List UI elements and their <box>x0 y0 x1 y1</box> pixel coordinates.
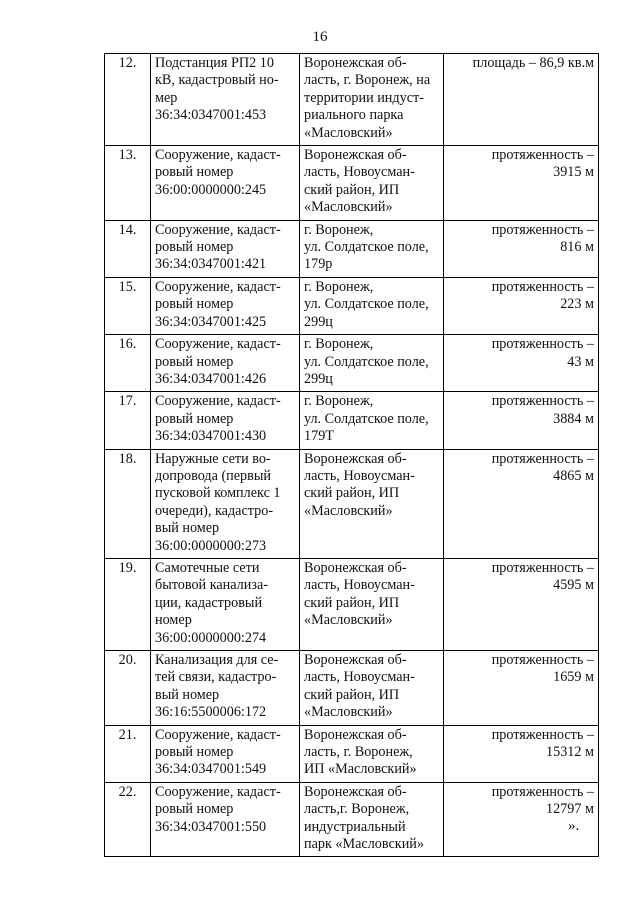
property-table-body <box>105 54 599 857</box>
property-table <box>104 53 599 857</box>
table-row <box>105 725 599 782</box>
row-number: 17. <box>105 392 151 449</box>
object-size: протяженность – 223 м <box>444 277 599 334</box>
object-name: Самотечные сети бытовой канализа- ции, кадастровый номер 36:00:0000000:274 <box>151 558 300 650</box>
table-row <box>105 335 599 392</box>
page-number: 16 <box>312 29 328 45</box>
table-row <box>105 146 599 221</box>
table-row <box>105 782 599 857</box>
object-size: протяженность – 3884 м <box>444 392 599 449</box>
table-row <box>105 651 599 726</box>
object-location: г. Воронеж, ул. Солдатское поле, 179Т <box>300 392 444 449</box>
table-row <box>105 277 599 334</box>
row-number: 13. <box>105 146 151 221</box>
object-size: протяженность – 4865 м <box>444 449 599 558</box>
object-location: Воронежская об- ласть, Новоусман- ский район, ИП «Масловский» <box>300 651 444 726</box>
object-location: Воронежская об- ласть, Новоусман- ский район, ИП «Масловский» <box>300 449 444 558</box>
row-number: 22. <box>105 782 151 857</box>
table-row <box>105 392 599 449</box>
row-number: 21. <box>105 725 151 782</box>
object-name: Канализация для се- тей связи, кадастро- вый номер 36:16:5500006:172 <box>151 651 300 726</box>
object-location: Воронежская об- ласть, г. Воронеж, ИП «Масловский» <box>300 725 444 782</box>
object-name: Сооружение, кадаст- ровый номер 36:34:0347001:550 <box>151 782 300 857</box>
object-size: протяженность – 1659 м <box>444 651 599 726</box>
object-name: Наружные сети во- допровода (первый пусковой комплекс 1 очереди), кадастро- вый номер 36:00:0000000:273 <box>151 449 300 558</box>
row-number: 14. <box>105 220 151 277</box>
row-number: 19. <box>105 558 151 650</box>
object-size: протяженность – 12797 м <box>444 782 599 857</box>
table-row <box>105 558 599 650</box>
object-name: Сооружение, кадаст- ровый номер 36:00:0000000:245 <box>151 146 300 221</box>
table-row <box>105 449 599 558</box>
object-name: Сооружение, кадаст- ровый номер 36:34:0347001:426 <box>151 335 300 392</box>
object-size: протяженность – 4595 м <box>444 558 599 650</box>
object-size: протяженность – 43 м <box>444 335 599 392</box>
object-location: Воронежская об- ласть, г. Воронеж, на территории индуст- риального парка «Масловский» <box>300 54 444 146</box>
row-number: 20. <box>105 651 151 726</box>
object-size: протяженность – 816 м <box>444 220 599 277</box>
object-location: г. Воронеж, ул. Солдатское поле, 299ц <box>300 335 444 392</box>
table-row <box>105 54 599 146</box>
object-name: Сооружение, кадаст- ровый номер 36:34:0347001:549 <box>151 725 300 782</box>
row-number: 15. <box>105 277 151 334</box>
object-name: Сооружение, кадаст- ровый номер 36:34:0347001:425 <box>151 277 300 334</box>
object-location: Воронежская об- ласть,г. Воронеж, индустриальный парк «Масловский» <box>300 782 444 857</box>
row-number: 16. <box>105 335 151 392</box>
object-location: Воронежская об- ласть, Новоусман- ский район, ИП «Масловский» <box>300 146 444 221</box>
closing-quote: ». <box>568 818 580 834</box>
object-location: г. Воронеж, ул. Солдатское поле, 179р <box>300 220 444 277</box>
object-name: Подстанция РП2 10 кВ, кадастровый но- мер 36:34:0347001:453 <box>151 54 300 146</box>
object-location: г. Воронеж, ул. Солдатское поле, 299ц <box>300 277 444 334</box>
row-number: 18. <box>105 449 151 558</box>
table-row <box>105 220 599 277</box>
object-size: площадь – 86,9 кв.м <box>444 54 599 146</box>
object-location: Воронежская об- ласть, Новоусман- ский район, ИП «Масловский» <box>300 558 444 650</box>
object-size: протяженность – 15312 м <box>444 725 599 782</box>
object-name: Сооружение, кадаст- ровый номер 36:34:0347001:421 <box>151 220 300 277</box>
row-number: 12. <box>105 54 151 146</box>
object-name: Сооружение, кадаст- ровый номер 36:34:0347001:430 <box>151 392 300 449</box>
object-size: протяженность – 3915 м <box>444 146 599 221</box>
